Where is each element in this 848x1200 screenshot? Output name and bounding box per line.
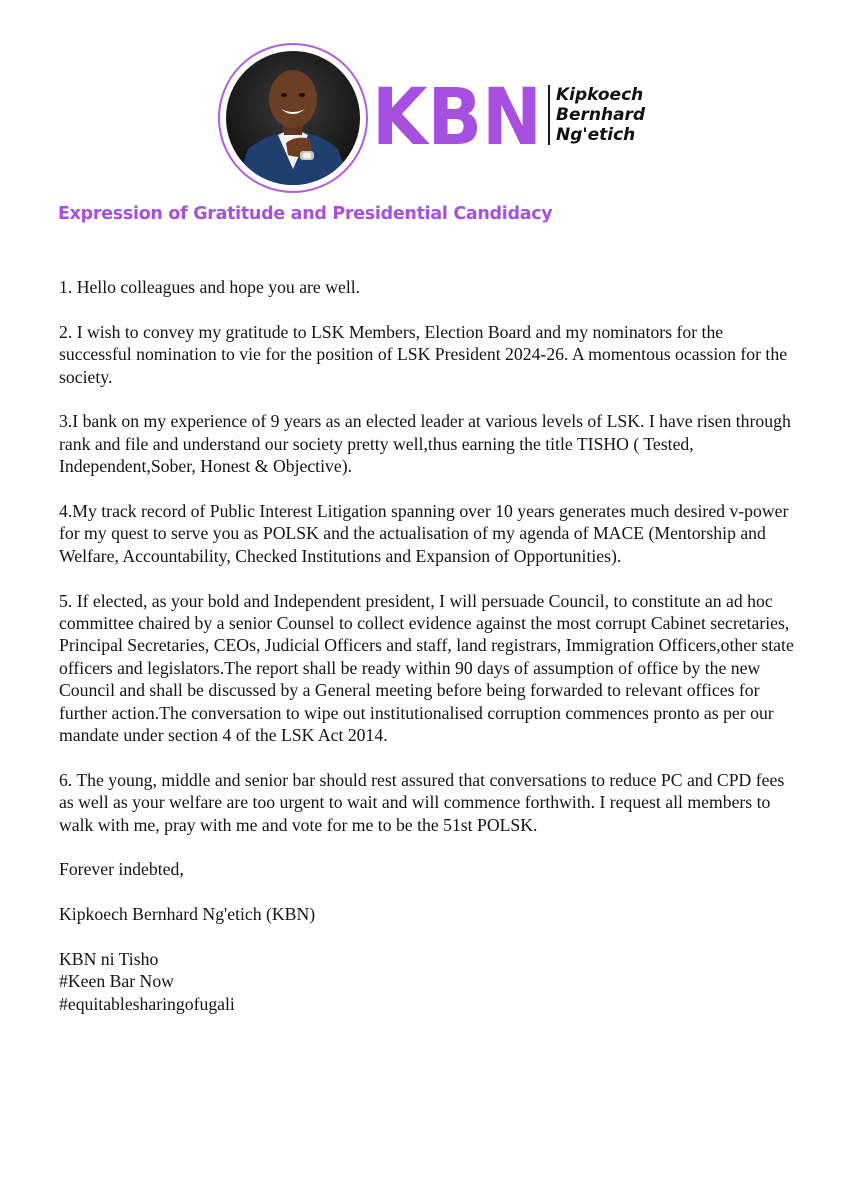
kbn-logo-text: KBN xyxy=(372,80,542,150)
closing-line: Forever indebted, xyxy=(59,859,184,880)
logo-name-line: Bernhard xyxy=(556,105,646,125)
signature: Kipkoech Bernhard Ng'etich (KBN) xyxy=(59,904,316,925)
paragraph-4: 4.My track record of Public Interest Litigation spanning over 10 years generates much desired v-power for my quest to serve you as POLSK and the actualisation of my agenda of MACE (Mentorship and Welfare, Accountability, Checked Institutions and Expansion of Opportunities). xyxy=(59,501,789,566)
logo-name-line: Kipkoech xyxy=(556,85,644,105)
tag-line: #Keen Bar Now xyxy=(59,971,174,992)
tag-line: #equitablesharingofugali xyxy=(59,993,235,1014)
tag-line: KBN ni Tisho xyxy=(59,949,159,970)
paragraph-3: 3.I bank on my experience of 9 years as an elected leader at various levels of LSK. I have risen through rank and file and understand our society pretty well,thus earning the title TISHO ( Tested, Independent,Sober, Honest & Objective). xyxy=(59,411,791,477)
kbn-logo-mark xyxy=(372,80,544,150)
paragraph-1: 1. Hello colleagues and hope you are well. xyxy=(59,277,361,297)
paragraph-6: 6. The young, middle and senior bar should rest assured that conversations to reduce PC and CPD fees as well as your welfare are too urgent to wait and will commence forthwith. I request all members to walk with me, pray with me and vote for me to be the 51st POLSK. xyxy=(59,769,785,835)
candidate-portrait xyxy=(218,43,368,193)
kbn-logo xyxy=(372,80,544,150)
logo-name-line: Ng'etich xyxy=(556,125,636,145)
logo-fullname xyxy=(556,85,676,145)
paragraph-5: 5. If elected, as your bold and Independent president, I will persuade Council, to constitute an ad hoc committee chaired by a senior Counsel to collect evidence against the most corrupt Cabinet secretaries, Principal Secretaries, CEOs, Judicial Officers and staff, land registrars, Immigration Officers,other state officers and legislators.The report shall be ready within 90 days of assumption of office by the new Council and shall be discussed by a General meeting before being forwarded to relevant offices for further action.The conversation to wipe out institutionalised corruption commences pronto as per our mandate under section 4 of the LSK Act 2014. xyxy=(59,590,794,746)
logo-divider xyxy=(548,85,550,145)
page-title: Expression of Gratitude and Presidential Candidacy xyxy=(58,204,553,224)
portrait-image xyxy=(226,51,360,185)
paragraph-2: 2. I wish to convey my gratitude to LSK Members, Election Board and my nominators for the successful nomination to vie for the position of LSK President 2024-26. A momentous ocassion for the society. xyxy=(59,321,788,387)
letterhead xyxy=(0,0,848,200)
letter-body xyxy=(59,276,799,1015)
